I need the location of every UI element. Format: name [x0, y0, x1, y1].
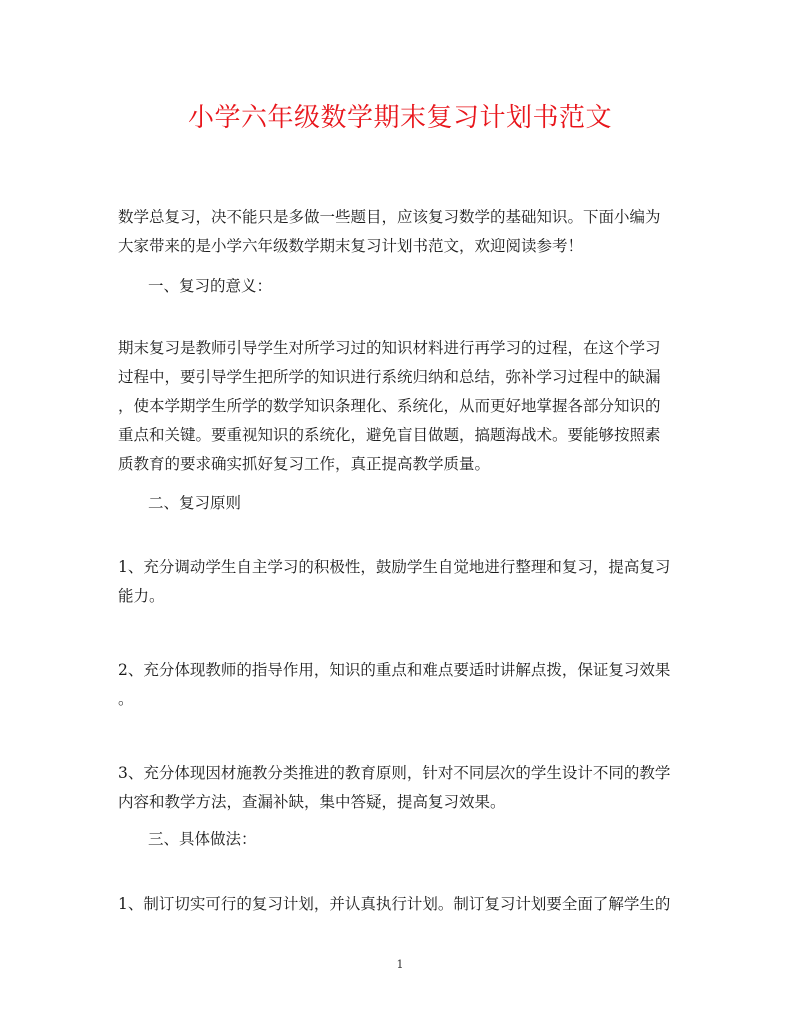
paragraph-line: 3、充分体现因材施教分类推进的教育原则，针对不同层次的学生设计不同的教学	[118, 764, 671, 782]
intro-paragraph	[118, 203, 678, 261]
paragraph-line: 2、充分体现教师的指导作用，知识的重点和难点要适时讲解点拨，保证复习效果	[118, 661, 671, 679]
paragraph-line: 过程中，要引导学生把所学的知识进行系统归纳和总结，弥补学习过程中的缺漏	[118, 368, 661, 386]
paragraph-line: ，使本学期学生所学的数学知识条理化、系统化，从而更好地掌握各部分知识的	[118, 397, 661, 415]
intro-line: 数学总复习，决不能只是多做一些题目，应该复习数学的基础知识。下面小编为	[118, 208, 661, 226]
principle-2-paragraph	[118, 656, 678, 714]
paragraph-line: 1、制订切实可行的复习计划，并认真执行计划。制订复习计划要全面了解学生的	[118, 895, 671, 913]
method-1-paragraph	[118, 890, 678, 919]
paragraph-line: 期末复习是教师引导学生对所学习过的知识材料进行再学习的过程，在这个学习	[118, 339, 661, 357]
principle-1-paragraph	[118, 553, 678, 611]
section-heading-principles: 二、复习原则	[148, 494, 242, 512]
paragraph-line: 1、充分调动学生自主学习的积极性，鼓励学生自觉地进行整理和复习，提高复习	[118, 558, 671, 576]
paragraph-line: 。	[118, 690, 134, 708]
paragraph-line: 重点和关键。要重视知识的系统化，避免盲目做题，搞题海战术。要能够按照素	[118, 426, 661, 444]
intro-line: 大家带来的是小学六年级数学期末复习计划书范文，欢迎阅读参考！	[118, 237, 584, 255]
principle-3-paragraph	[118, 759, 678, 817]
significance-paragraph	[118, 334, 678, 479]
paragraph-line: 能力。	[118, 587, 165, 605]
paragraph-line: 内容和教学方法，查漏补缺，集中答疑，提高复习效果。	[118, 793, 506, 811]
section-heading-significance: 一、复习的意义：	[148, 277, 273, 295]
section-heading-methods: 三、具体做法：	[148, 830, 257, 848]
paragraph-line: 质教育的要求确实抓好复习工作，真正提高教学质量。	[118, 455, 491, 473]
page-number: 1	[396, 958, 404, 971]
page-title: 小学六年级数学期末复习计划书范文	[187, 103, 612, 133]
